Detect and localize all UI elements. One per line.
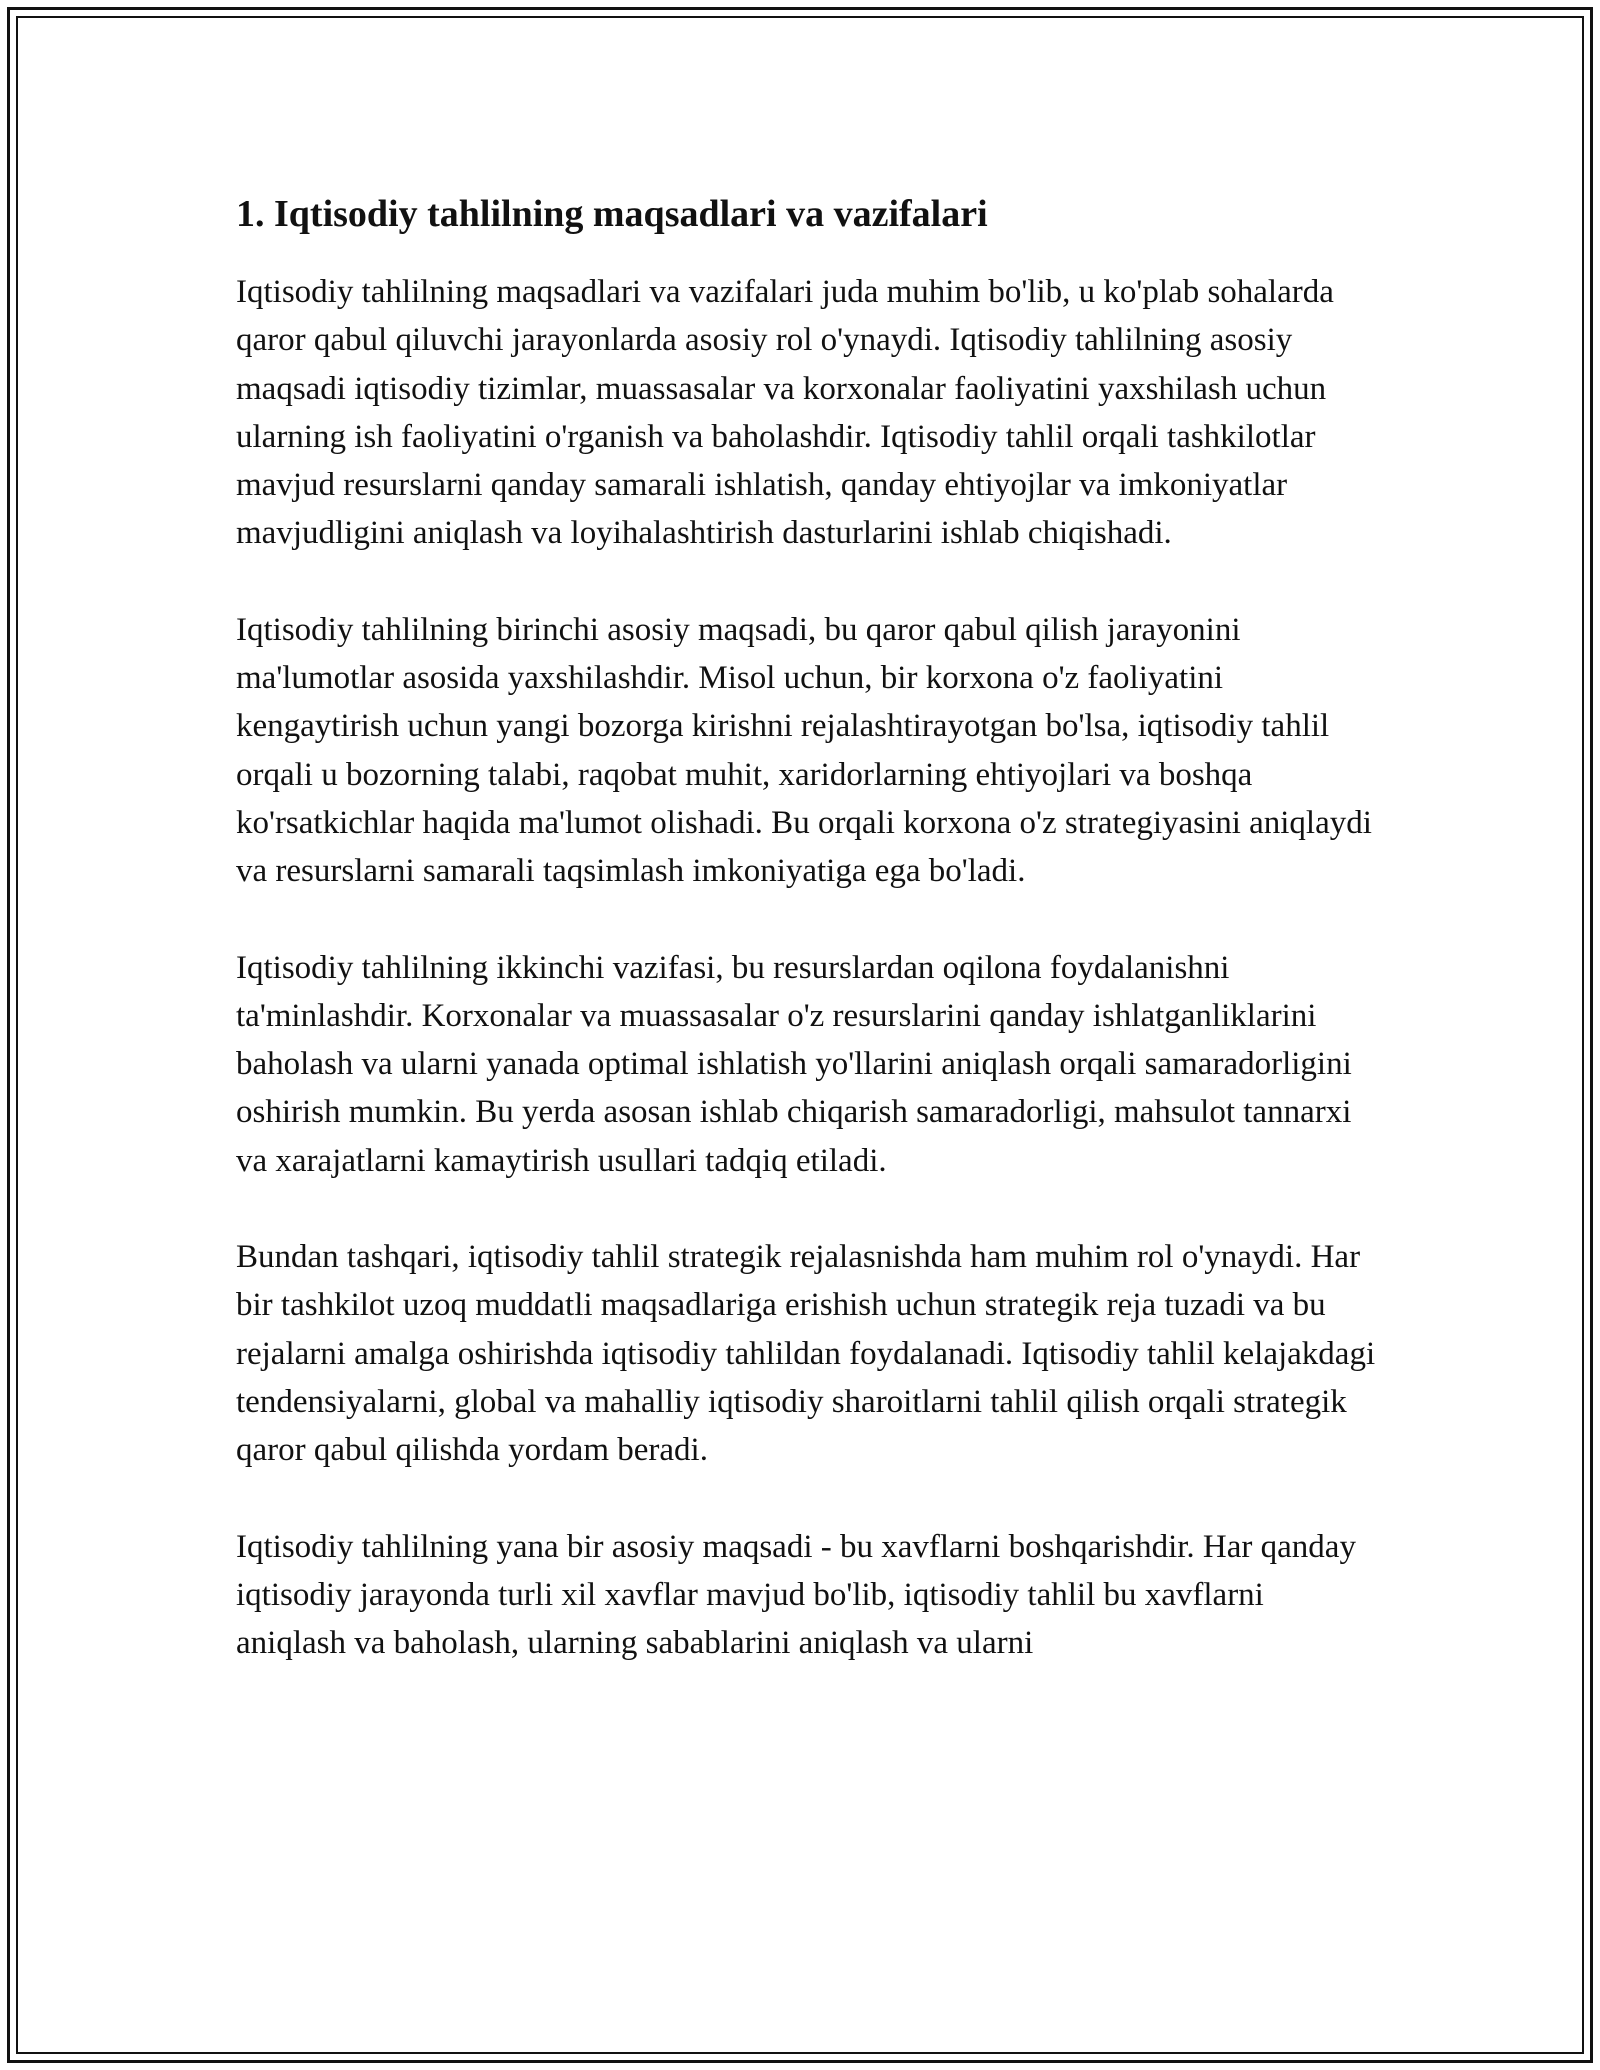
- paragraph-3: Iqtisodiy tahlilning ikkinchi vazifasi, bu resurslardan oqilona foydalanishni ta'minlashdir. Korxonalar va muassasalar o'z resurslarini qanday ishlatganliklarini baholash va ularni yanada optimal ishlatish yo'llarini aniqlash orqali samaradorligini oshirish mumkin. Bu yerda asosan ishlab chiqarish samaradorligi, mahsulot tannarxi va xarajatlarni kamaytirish usullari tadqiq etiladi.: [236, 949, 1352, 1179]
- paragraph-4: Bundan tashqari, iqtisodiy tahlil strategik rejalasnishda ham muhim rol o'ynaydi. Har bir tashkilot uzoq muddatli maqsadlariga erishish uchun strategik reja tuzadi va bu rejalarni amalga oshirishda iqtisodiy tahlildan foydalanadi. Iqtisodiy tahlil kelajakdagi tendensiyalarni, global va mahalliy iqtisodiy sharoitlarni tahlil qilish orqali strategik qaror qabul qilishda yordam beradi.: [236, 1239, 1376, 1469]
- section-heading: 1. Iqtisodiy tahlilning maqsadlari va vazifalari: [236, 193, 988, 235]
- document-body: [236, 186, 1376, 1715]
- paragraph-1: Iqtisodiy tahlilning maqsadlari va vazifalari juda muhim bo'lib, u ko'plab sohalarda qaror qabul qiluvchi jarayonlarda asosiy rol o'ynaydi. Iqtisodiy tahlilning asosiy maqsadi iqtisodiy tizimlar, muassasalar va korxonalar faoliyatini yaxshilash uchun ularning ish faoliyatini o'rganish va baholashdir. Iqtisodiy tahlil orqali tashkilotlar mavjud resurslarni qanday samarali ishlatish, qanday ehtiyojlar va imkoniyatlar mavjudligini aniqlash va loyihalashtirish dasturlarini ishlab chiqishadi.: [236, 274, 1334, 552]
- paragraph-5: Iqtisodiy tahlilning yana bir asosiy maqsadi - bu xavflarni boshqarishdir. Har qanday iqtisodiy jarayonda turli xil xavflar mavjud bo'lib, iqtisodiy tahlil bu xavflarni aniqlash va baholash, ularning sabablarini aniqlash va ularni: [236, 1528, 1356, 1662]
- paragraph-2: Iqtisodiy tahlilning birinchi asosiy maqsadi, bu qaror qabul qilish jarayonini ma'lumotlar asosida yaxshilashdir. Misol uchun, bir korxona o'z faoliyatini kengaytirish uchun yangi bozorga kirishni rejalashtirayotgan bo'lsa, iqtisodiy tahlil orqali u bozorning talabi, raqobat muhit, xaridorlarning ehtiyojlari va boshqa ko'rsatkichlar haqida ma'lumot olishadi. Bu orqali korxona o'z strategiyasini aniqlaydi va resurslarni samarali taqsimlash imkoniyatiga ega bo'ladi.: [236, 611, 1372, 890]
